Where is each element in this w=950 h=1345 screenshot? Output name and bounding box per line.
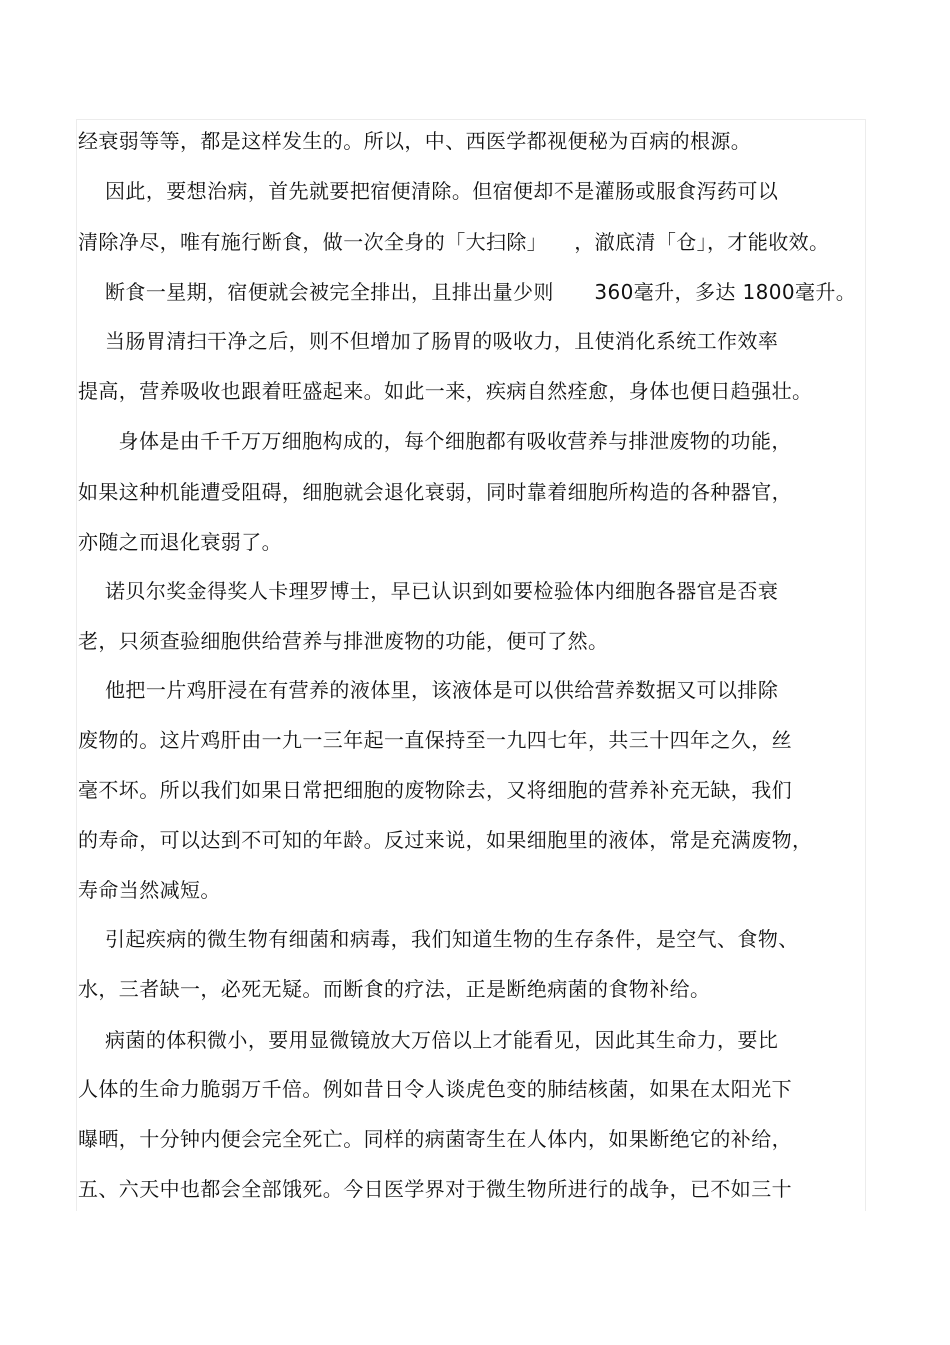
text-line: 曝晒，十分钟内便会完全死亡。同样的病菌寄生在人体内，如果断绝它的补给， [78, 1127, 792, 1151]
text-line: 经衰弱等等，都是这样发生的。所以，中、西医学都视便秘为百病的根源。 [78, 129, 752, 153]
text-line: 废物的。这片鸡肝由一九一三年起一直保持至一九四七年，共三十四年之久，丝 [78, 728, 792, 752]
text-line: 病菌的体积微小，要用显微镜放大万倍以上才能看见，因此其生命力，要比 [78, 1028, 779, 1052]
text-line: 引起疾病的微生物有细菌和病毒，我们知道生物的生存条件，是空气、食物、 [78, 927, 799, 951]
text-line: 毫不坏。所以我们如果日常把细胞的废物除去，又将细胞的营养补充无缺，我们 [78, 778, 792, 802]
text-line: 寿命当然减短。 [78, 878, 221, 902]
text-line: 当肠胃清扫干净之后，则不但增加了肠胃的吸收力，且使消化系统工作效率 [78, 329, 779, 353]
text-line: 身体是由千千万万细胞构成的，每个细胞都有吸收营养与排泄废物的功能， [78, 429, 792, 453]
text-line: 的寿命，可以达到不可知的年龄。反过来说，如果细胞里的液体，常是充满废物， [78, 828, 813, 852]
text-line: 诺贝尔奖金得奖人卡理罗博士，早已认识到如要检验体内细胞各器官是否衰 [78, 579, 779, 603]
text-line: 断食一星期，宿便就会被完全排出，且排出量少则 360毫升，多达 1800毫升。 [78, 280, 857, 304]
text-line: 提高，营养吸收也跟着旺盛起来。如此一来，疾病自然痊愈，身体也便日趋强壮。 [78, 379, 813, 403]
text-line: 人体的生命力脆弱万千倍。例如昔日令人谈虎色变的肺结核菌，如果在太阳光下 [78, 1077, 792, 1101]
text-line: 因此，要想治病，首先就要把宿便清除。但宿便却不是灌肠或服食泻药可以 [78, 179, 779, 203]
text-line: 清除净尽，唯有施行断食，做一次全身的「大扫除」 ，澈底清「仓」，才能收效。 [78, 230, 830, 254]
text-line: 五、六天中也都会全部饿死。今日医学界对于微生物所进行的战争，已不如三十 [78, 1177, 792, 1201]
text-line: 他把一片鸡肝浸在有营养的液体里，该液体是可以供给营养数据又可以排除 [78, 678, 779, 702]
text-line: 如果这种机能遭受阻碍，细胞就会退化衰弱，同时靠着细胞所构造的各种器官， [78, 480, 792, 504]
text-line: 老，只须查验细胞供给营养与排泄废物的功能，便可了然。 [78, 629, 609, 653]
text-line: 亦随之而退化衰弱了。 [78, 530, 282, 554]
text-line: 水，三者缺一，必死无疑。而断食的疗法，正是断绝病菌的食物补给。 [78, 977, 711, 1001]
